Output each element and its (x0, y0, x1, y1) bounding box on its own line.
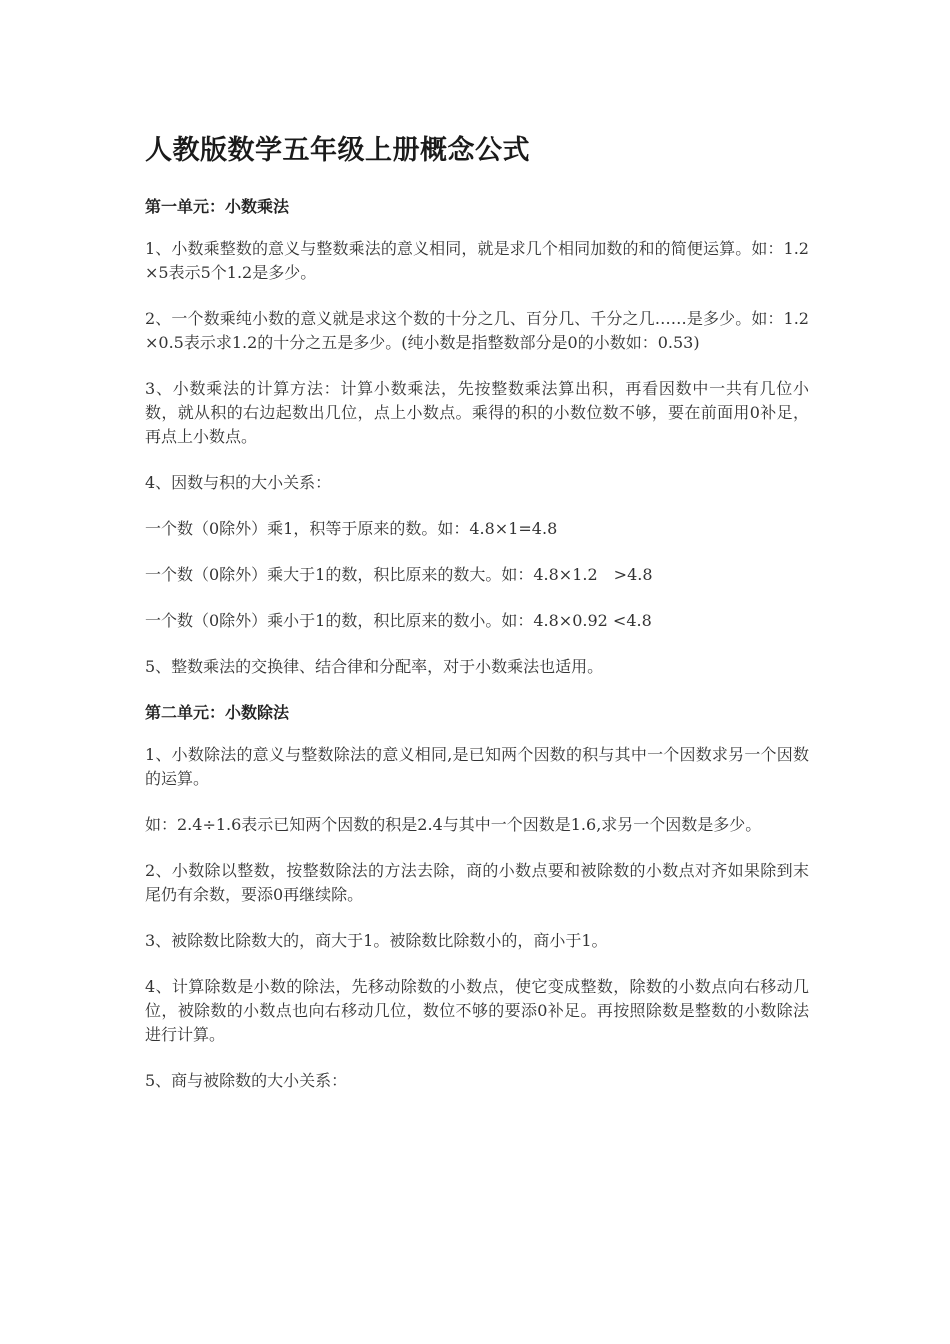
unit2-paragraph: 4、计算除数是小数的除法，先移动除数的小数点，使它变成整数，除数的小数点向右移动几位，被除数的小数点也向右移动几位，数位不够的要添0补足。再按照除数是整数的小数除法进行计算。 (145, 977, 809, 1044)
unit1-paragraph: 一个数（0除外）乘小于1的数，积比原来的数小。如：4.8×0.92 <4.8 (145, 611, 652, 630)
unit1-paragraph: 3、小数乘法的计算方法：计算小数乘法，先按整数乘法算出积，再看因数中一共有几位小数，就从积的右边起数出几位，点上小数点。乘得的积的小数位数不够，要在前面用0补足，再点上小数点。 (145, 379, 809, 446)
unit1-paragraph: 1、小数乘整数的意义与整数乘法的意义相同，就是求几个相同加数的和的简便运算。如：1.2×5表示5个1.2是多少。 (145, 239, 809, 282)
unit2-paragraph: 1、小数除法的意义与整数除法的意义相同,是已知两个因数的积与其中一个因数求另一个因数的运算。 (145, 745, 809, 788)
unit2-paragraph: 2、小数除以整数，按整数除法的方法去除，商的小数点要和被除数的小数点对齐如果除到末尾仍有余数，要添0再继续除。 (145, 861, 809, 904)
document-title: 人教版数学五年级上册概念公式 (145, 135, 530, 166)
unit1-paragraph: 一个数（0除外）乘大于1的数，积比原来的数大。如：4.8×1.2 >4.8 (145, 565, 653, 584)
unit1-section (145, 195, 809, 679)
unit1-heading: 第一单元：小数乘法 (145, 197, 290, 216)
unit1-paragraph: 5、整数乘法的交换律、结合律和分配率，对于小数乘法也适用。 (145, 657, 604, 676)
unit1-paragraph: 一个数（0除外）乘1，积等于原来的数。如：4.8×1=4.8 (145, 519, 558, 538)
unit2-paragraph: 如：2.4÷1.6表示已知两个因数的积是2.4与其中一个因数是1.6,求另一个因数是多少。 (145, 815, 762, 834)
unit2-section (145, 701, 809, 1093)
document-content (145, 133, 809, 1115)
unit2-paragraph: 5、商与被除数的大小关系： (145, 1071, 348, 1090)
unit2-paragraph: 3、被除数比除数大的，商大于1。被除数比除数小的，商小于1。 (145, 931, 608, 950)
unit1-paragraph: 2、一个数乘纯小数的意义就是求这个数的十分之几、百分几、千分之几……是多少。如：1.2×0.5表示求1.2的十分之五是多少。(纯小数是指整数部分是0的小数如：0.53) (145, 309, 809, 352)
unit2-heading: 第二单元：小数除法 (145, 703, 290, 722)
unit1-paragraph: 4、因数与积的大小关系： (145, 473, 332, 492)
